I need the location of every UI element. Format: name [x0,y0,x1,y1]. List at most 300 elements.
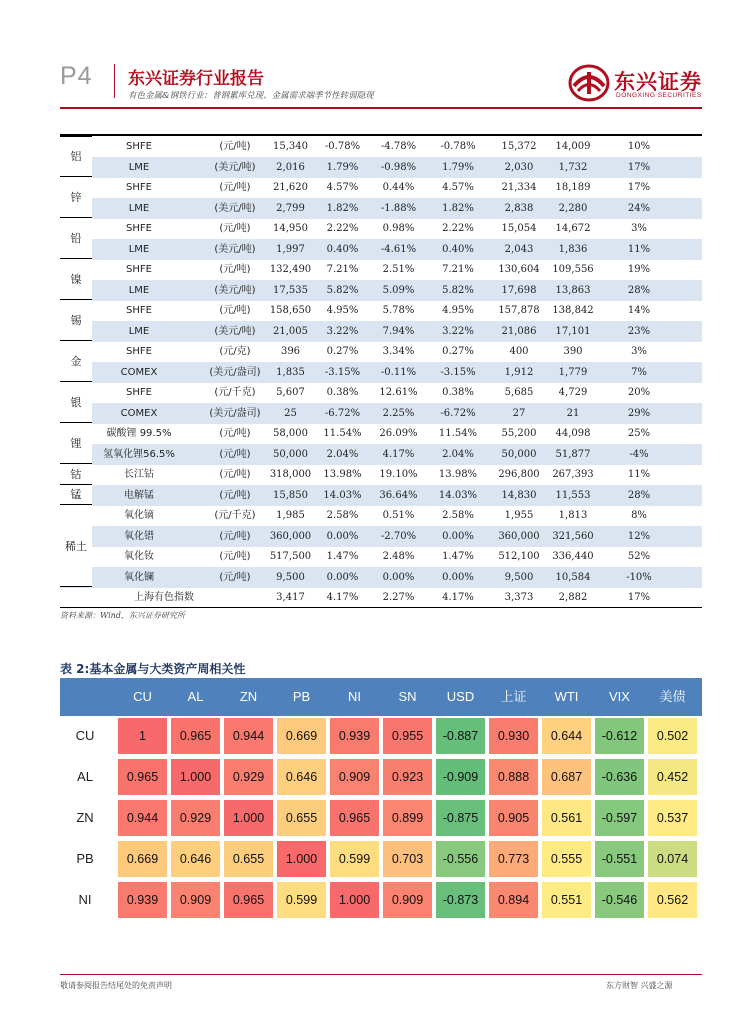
row-value: 390 [563,346,583,357]
row-value: 2,882 [558,592,588,603]
table-row [60,423,702,444]
row-value: 9,500 [276,571,305,583]
metal-group-label: 铝 [60,136,92,177]
row-value: 3% [631,223,647,234]
row-value: 25 [284,407,297,419]
correlation-cell: -0.875 [436,800,485,836]
row-market: 氧化钕 [124,551,154,562]
correlation-cell: 0.930 [489,718,538,754]
row-value: -0.98% [380,161,417,173]
row-market: COMEX [120,407,158,419]
row-value: 19.10% [379,469,418,480]
row-value: 4.17% [382,448,415,460]
table-row [60,198,702,219]
report-title: 东兴证券行业报告 [128,69,264,89]
row-unit: (元/吨) [219,469,251,480]
row-market: LME [128,284,150,296]
correlation-cell: -0.612 [595,718,644,754]
group-top-rule [60,136,92,137]
row-value: 0.27% [326,346,359,357]
row-market: 碳酸锂 99.5% [106,428,172,439]
row-value: 1.79% [442,161,474,173]
row-value: 5,607 [276,387,305,398]
correlation-cell: 0.687 [542,759,591,795]
row-value: 1.82% [442,202,474,214]
row-unit: (元/吨) [219,551,251,562]
row-unit: (美元/吨) [214,284,256,296]
row-value: 3.22% [326,325,359,337]
row-unit: (美元/吨) [214,243,256,255]
row-unit: (元/吨) [219,428,251,439]
row-value: 2,838 [504,202,534,214]
row-value: 10,584 [555,571,591,583]
row-value: 55,200 [501,428,537,439]
row-value: 109,556 [552,264,594,275]
correlation-cell: 1.000 [277,841,326,877]
row-unit: (元/吨) [219,530,251,542]
page-number: P4 [60,62,93,90]
row-value: -4.78% [380,141,417,152]
row-header: CU [75,728,95,743]
row-value: 14.03% [323,489,362,501]
row-value: 7.21% [442,264,474,275]
row-value: 15,850 [273,489,308,501]
row-unit: (美元/吨) [214,325,256,337]
row-value: 1,813 [558,510,588,521]
row-value: 1,997 [276,243,305,255]
row-value: 130,604 [498,264,540,275]
row-unit: (元/吨) [219,223,251,234]
correlation-row [60,757,702,797]
page-header [0,0,755,110]
metal-group-label: 镍 [60,259,92,300]
row-value: 17% [627,161,651,173]
row-header: NI [78,892,92,907]
row-market: SHFE [126,141,152,152]
row-value: 25% [627,428,651,439]
row-value: 14% [627,305,651,316]
row-value: 15,372 [501,141,537,152]
row-value: 11% [627,469,651,480]
correlation-cell: 0.899 [383,800,432,836]
row-market: LME [128,325,150,337]
row-value: 4.57% [442,182,474,193]
row-value: 50,000 [501,448,537,460]
row-value: 3% [631,346,647,357]
correlation-cell: 0.894 [489,882,538,918]
row-value: 2.27% [382,592,415,603]
correlation-cell: 0.944 [224,718,273,754]
row-unit: (美元/盎司) [209,407,261,419]
table-row [60,239,702,260]
row-value: 17% [627,592,651,603]
table-row [60,362,702,383]
row-unit: (元/吨) [219,141,251,152]
row-value: 1,732 [558,161,588,173]
row-unit: (美元/吨) [214,202,256,214]
row-market: SHFE [126,223,152,234]
row-value: 13,863 [555,284,591,296]
row-value: 2.48% [382,551,415,562]
table-row [60,177,702,198]
row-unit: (元/吨) [219,571,251,583]
row-unit: (元/吨) [219,489,251,501]
row-value: 1,779 [558,366,588,378]
correlation-cell: 0.965 [330,800,379,836]
row-market: SHFE [126,264,152,275]
row-value: 296,800 [498,469,540,480]
row-market: LME [128,161,150,173]
row-header: ZN [76,810,94,825]
row-value: 14,672 [555,223,591,234]
row-value: 0.40% [442,243,474,255]
row-value: -4.61% [380,243,417,255]
row-value: 1.47% [442,551,474,562]
row-value: -3.15% [324,366,361,378]
row-value: 3,373 [504,592,534,603]
correlation-cell: 1 [118,718,167,754]
row-value: 4.95% [442,305,474,316]
row-value: 21,086 [501,325,537,337]
row-value: -6.72% [324,407,361,419]
correlation-cell: 0.944 [118,800,167,836]
row-value: 2.25% [382,407,415,419]
row-unit: (美元/盎司) [209,366,261,378]
correlation-cell: 1.000 [224,800,273,836]
row-market: LME [128,202,150,214]
row-unit: (元/千克) [214,510,256,521]
row-value: 5.78% [382,305,415,316]
correlation-cell: 0.555 [542,841,591,877]
correlation-cell: 0.074 [648,841,697,877]
row-value: 360,000 [498,530,540,542]
row-value: 0.44% [382,182,415,193]
row-value: 336,440 [552,551,594,562]
row-market: LME [128,243,150,255]
correlation-cell: 0.537 [648,800,697,836]
correlation-cell: 1.000 [330,882,379,918]
report-subtitle: 有色金属&钢铁行业：普钢累库兑现、金属需求端季节性转弱隐现 [128,91,374,101]
column-header: AL [187,689,204,704]
correlation-cell: 0.909 [171,882,220,918]
row-value: 14,009 [555,141,591,152]
row-market: 氧化镧 [124,571,154,583]
row-value: 0.51% [382,510,415,521]
row-value: 21,005 [273,325,308,337]
row-value: 50,000 [273,448,308,460]
correlation-cell: 0.655 [277,800,326,836]
row-value: 17,698 [501,284,537,296]
row-market: 氧化镝 [124,510,154,521]
row-value: 10% [627,141,651,152]
metal-group-label: 金 [60,341,92,382]
row-value: 0.38% [442,387,474,398]
row-value: 14.03% [438,489,478,501]
row-unit: (元/吨) [219,305,251,316]
correlation-row [60,716,702,756]
correlation-cell: 1.000 [171,759,220,795]
table-row [60,157,702,178]
row-value: 5.09% [382,284,415,296]
brand-logo-cn: 东兴证券 [614,70,702,94]
row-value: 2,043 [504,243,534,255]
correlation-cell: 0.452 [648,759,697,795]
table-row [60,444,702,465]
row-value: 23% [627,325,651,337]
row-value: 1.82% [326,202,359,214]
row-value: 15,054 [501,223,537,234]
row-value: 3.22% [442,325,474,337]
correlation-cell: 0.939 [118,882,167,918]
row-value: 11% [627,243,651,255]
row-value: 17,101 [555,325,591,337]
row-value: 2,016 [276,161,305,173]
row-value: 58,000 [273,428,308,439]
row-value: 12.61% [379,387,418,398]
row-unit: (元/千克) [214,387,256,398]
brand-logo-en: DONGXING SECURITIES [616,92,702,99]
correlation-cell: 0.929 [224,759,273,795]
row-unit: (美元/吨) [214,161,256,173]
header-rule [60,107,702,109]
correlation-cell: 0.909 [383,882,432,918]
row-value: 3.34% [382,346,415,357]
row-value: 2,030 [504,161,534,173]
correlation-table-title: 表 2:基本金属与大类资产周相关性 [60,662,246,676]
row-value: 1,912 [504,366,534,378]
correlation-cell: 0.773 [489,841,538,877]
row-value: 138,842 [552,305,594,316]
row-value: 5.82% [326,284,359,296]
column-header: 美债 [659,689,686,704]
correlation-cell: -0.556 [436,841,485,877]
row-value: 51,877 [555,448,591,460]
row-value: -1.88% [380,202,417,214]
correlation-cell: 0.965 [171,718,220,754]
table-row [60,485,702,506]
metal-group-label: 钴 [60,464,92,485]
row-value: 2.22% [442,223,474,234]
table-row [60,218,702,239]
column-header: USD [446,689,475,704]
row-value: 1.47% [326,551,359,562]
metal-group-label: 锰 [60,485,92,506]
correlation-cell: 0.551 [542,882,591,918]
row-value: 0.98% [382,223,415,234]
correlation-cell: 0.703 [383,841,432,877]
footer-rule [60,974,702,975]
correlation-cell: 0.669 [118,841,167,877]
row-market: SHFE [126,387,152,398]
correlation-row [60,880,702,920]
row-unit: (元/吨) [219,264,251,275]
metal-group-label: 锂 [60,423,92,464]
row-value: 12% [627,530,651,542]
row-value: 0.00% [442,530,474,542]
row-value: 0.27% [442,346,474,357]
row-value: 517,500 [269,551,312,562]
correlation-cell: -0.636 [595,759,644,795]
row-unit: (元/克) [219,346,251,357]
brand-logo-icon [568,64,610,102]
row-value: -0.78% [324,141,361,152]
row-value: 0.38% [326,387,359,398]
row-value: 2,280 [558,202,588,214]
row-value: 1,836 [558,243,588,255]
row-value: 11.54% [323,428,362,439]
correlation-cell: -0.551 [595,841,644,877]
table-row [60,341,702,362]
row-unit: (元/吨) [219,182,251,193]
row-value: 396 [280,346,301,357]
table-row [60,526,702,547]
row-value: 321,560 [552,530,594,542]
row-market: 长江钴 [124,469,154,480]
metal-group-label: 银 [60,382,92,423]
row-market: SHFE [126,305,152,316]
row-value: 27 [512,407,526,419]
row-value: 7.21% [326,264,359,275]
row-value: 2,799 [276,202,305,214]
row-value: 7.94% [382,325,415,337]
row-value: 28% [627,284,651,296]
column-header: SN [398,689,417,704]
correlation-row [60,839,702,879]
table-row [60,280,702,301]
table-row [60,259,702,280]
correlation-cell: 0.888 [489,759,538,795]
row-value: 21 [566,407,580,419]
row-value: 5,685 [504,387,534,398]
row-market: 电解锰 [124,489,154,501]
metal-group-label: 稀土 [60,505,92,587]
correlation-cell: 0.502 [648,718,697,754]
row-value: 20% [627,387,651,398]
row-value: 360,000 [269,530,312,542]
row-value: 17,535 [273,284,308,296]
table-row [60,464,702,485]
row-value: 28% [627,489,651,501]
table-row [60,382,702,403]
correlation-cell: 0.646 [171,841,220,877]
row-value: 4.95% [326,305,359,316]
correlation-cell: 0.561 [542,800,591,836]
table-row [60,587,702,608]
row-value: 24% [627,202,651,214]
row-header: AL [77,769,93,784]
table-row [60,136,702,157]
row-value: -10% [626,571,652,583]
correlation-cell: 0.939 [330,718,379,754]
row-value: 18,189 [555,182,591,193]
footer-slogan: 东方财智 兴盛之源 [606,981,673,990]
correlation-cell: -0.597 [595,800,644,836]
column-header: 上证 [500,689,527,704]
correlation-cell: -0.873 [436,882,485,918]
row-value: 2.22% [326,223,359,234]
row-value: 2.04% [442,448,474,460]
correlation-cell: 0.599 [330,841,379,877]
row-value: 11.54% [438,428,478,439]
row-value: 11,553 [555,489,591,501]
metal-group-label: 锡 [60,300,92,341]
row-value: 0.00% [326,530,359,542]
row-value: 0.00% [326,571,359,583]
row-value: -0.11% [380,366,417,378]
row-market: 上海有色指数 [134,592,194,603]
correlation-cell: 0.599 [277,882,326,918]
row-value: 1,835 [276,366,305,378]
row-market: 氢氧化锂56.5% [103,448,175,460]
header-divider [114,64,115,98]
row-value: 1,985 [276,510,305,521]
column-header: PB [292,689,311,704]
row-value: 132,490 [269,264,312,275]
row-value: 29% [627,407,651,419]
row-value: 4.17% [326,592,359,603]
row-value: 14,950 [273,223,308,234]
correlation-cell: -0.887 [436,718,485,754]
row-market: COMEX [120,366,158,378]
correlation-cell: 0.905 [489,800,538,836]
correlation-cell: 0.909 [330,759,379,795]
column-header: WTI [554,689,579,704]
row-value: 15,340 [273,141,308,152]
row-value: 4.57% [326,182,359,193]
row-value: 13.98% [438,469,478,480]
table-source: 资料来源：Wind，东兴证券研究所 [60,611,185,620]
row-value: 158,650 [269,305,312,316]
row-value: 19% [627,264,651,275]
row-value: 318,000 [269,469,312,480]
table-row [60,546,702,567]
row-value: 36.64% [379,489,418,501]
row-value: 267,393 [552,469,594,480]
metal-group-label: 铅 [60,218,92,259]
correlation-cell: 0.644 [542,718,591,754]
correlation-row [60,798,702,838]
row-value: -2.70% [380,530,417,542]
footer-disclaimer: 敬请参阅报告结尾处的免责声明 [60,981,172,990]
row-value: 0.40% [326,243,359,255]
row-unit: (元/吨) [219,448,251,460]
row-value: 2.51% [382,264,415,275]
row-value: 9,500 [504,571,534,583]
column-header: ZN [239,689,258,704]
row-value: 21,620 [273,182,308,193]
row-value: 4,729 [558,387,588,398]
row-value: 1,955 [504,510,534,521]
row-value: -4% [629,448,649,460]
row-value: 0.00% [442,571,474,583]
row-market: SHFE [126,346,152,357]
row-value: 17% [627,182,651,193]
row-value: 2.04% [326,448,359,460]
correlation-cell: 0.655 [224,841,273,877]
row-value: 8% [631,510,647,521]
row-value: 5.82% [442,284,474,296]
table-row [60,505,702,526]
row-value: 2.58% [326,510,359,521]
correlation-cell: -0.546 [595,882,644,918]
row-value: -0.78% [440,141,476,152]
row-value: 26.09% [379,428,418,439]
correlation-cell: -0.909 [436,759,485,795]
correlation-cell: 0.562 [648,882,697,918]
brand-logo [568,64,708,106]
column-header: CU [133,689,152,704]
metal-group-label: 锌 [60,177,92,218]
